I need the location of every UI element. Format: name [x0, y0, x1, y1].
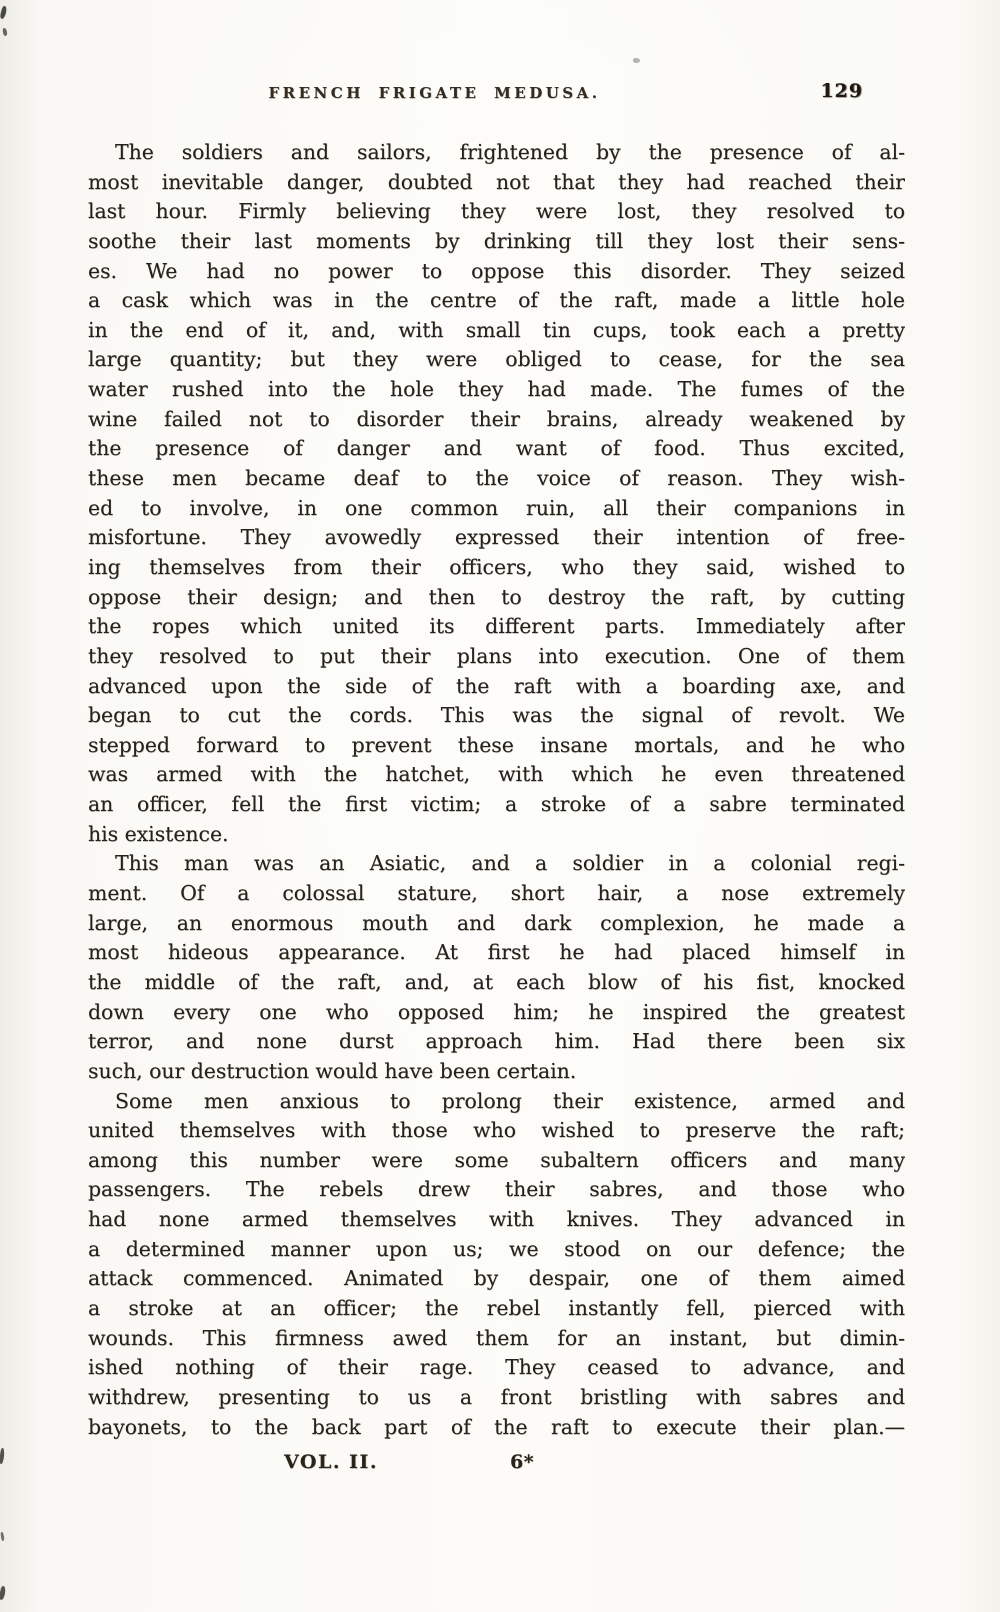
text-line: wine failed not to disorder their brains, already weakened by [88, 406, 905, 431]
text-line: last hour. Firmly believing they were lost, they resolved to [88, 199, 905, 224]
text-line: a cask which was in the centre of the raft, made a little hole [88, 288, 905, 313]
text-line: soothe their last moments by drinking till they lost their sens- [88, 228, 905, 253]
text-line: most hideous appearance. At first he had placed himself in [88, 940, 905, 965]
text-line: withdrew, presenting to us a front bristling with sabres and [88, 1384, 905, 1409]
text-line: Some men anxious to prolong their existence, armed and [115, 1088, 905, 1113]
text-line: began to cut the cords. This was the signal of revolt. We [88, 703, 905, 728]
text-line: wounds. This firmness awed them for an instant, but dimin- [88, 1325, 905, 1350]
paragraph [88, 1087, 905, 1443]
text-line: This man was an Asiatic, and a soldier in a colonial regi- [115, 851, 905, 876]
footer-volume: VOL. II. [284, 1451, 378, 1474]
paragraph [88, 849, 905, 1086]
text-line: es. We had no power to oppose this disorder. They seized [88, 258, 905, 283]
text-line: large, an enormous mouth and dark complexion, he made a [88, 910, 905, 935]
text-line: a stroke at an officer; the rebel instantly fell, pierced with [88, 1295, 905, 1320]
text-line: the middle of the raft, and, at each blow of his fist, knocked [88, 969, 905, 994]
text-line: most inevitable danger, doubted not that they had reached their [88, 169, 905, 194]
text-line: such, our destruction would have been certain. [88, 1058, 577, 1083]
text-line: The soldiers and sailors, frightened by the presence of al- [115, 140, 905, 164]
text-line: ing themselves from their officers, who they said, wished to [88, 554, 905, 579]
text-line: water rushed into the hole they had made. The fumes of the [88, 377, 905, 402]
text-line: the presence of danger and want of food. Thus excited, [88, 436, 905, 461]
scan-artifact [633, 58, 640, 63]
text-line: stepped forward to prevent these insane mortals, and he who [88, 732, 905, 757]
text-line: bayonets, to the back part of the raft to execute their plan.— [88, 1414, 905, 1439]
text-line: ed to involve, in one common ruin, all their companions in [88, 495, 905, 520]
body-text [88, 138, 905, 1442]
footer-signature: 6* [509, 1451, 535, 1474]
text-line: misfortune. They avowedly expressed their intention of free- [88, 525, 905, 550]
text-line: had none armed themselves with knives. They advanced in [88, 1207, 905, 1232]
text-line: an officer, fell the first victim; a stroke of a sabre terminated [88, 792, 905, 817]
paragraph [88, 138, 905, 849]
text-line: united themselves with those who wished to preserve the raft; [88, 1118, 905, 1143]
text-line: his existence. [88, 821, 229, 846]
text-line: terror, and none durst approach him. Had there been six [88, 1029, 905, 1054]
text-line: attack commenced. Animated by despair, one of them aimed [88, 1266, 905, 1291]
text-line: ished nothing of their rage. They ceased to advance, and [88, 1355, 905, 1380]
text-line: a determined manner upon us; we stood on our defence; the [88, 1236, 905, 1261]
text-line: was armed with the hatchet, with which he even threatened [88, 762, 905, 787]
running-header-title: FRENCH FRIGATE MEDUSA. [268, 84, 601, 102]
page-footer [88, 1451, 905, 1473]
text-line: oppose their design; and then to destroy the raft, by cutting [88, 584, 905, 609]
running-header [88, 0, 905, 106]
text-line: passengers. The rebels drew their sabres, and those who [88, 1177, 905, 1202]
text-line: ment. Of a colossal stature, short hair, a nose extremely [88, 881, 905, 906]
text-line: among this number were some subaltern officers and many [88, 1147, 905, 1172]
text-line: in the end of it, and, with small tin cups, took each a pretty [88, 317, 905, 342]
text-line: these men became deaf to the voice of reason. They wish- [88, 466, 905, 491]
text-line: down every one who opposed him; he inspired the greatest [88, 999, 905, 1024]
page-number: 129 [820, 80, 863, 102]
text-line: advanced upon the side of the raft with a boarding axe, and [88, 673, 905, 698]
text-line: the ropes which united its different parts. Immediately after [88, 614, 905, 639]
text-line: large quantity; but they were obliged to cease, for the sea [88, 347, 905, 372]
text-line: they resolved to put their plans into execution. One of them [88, 643, 905, 668]
